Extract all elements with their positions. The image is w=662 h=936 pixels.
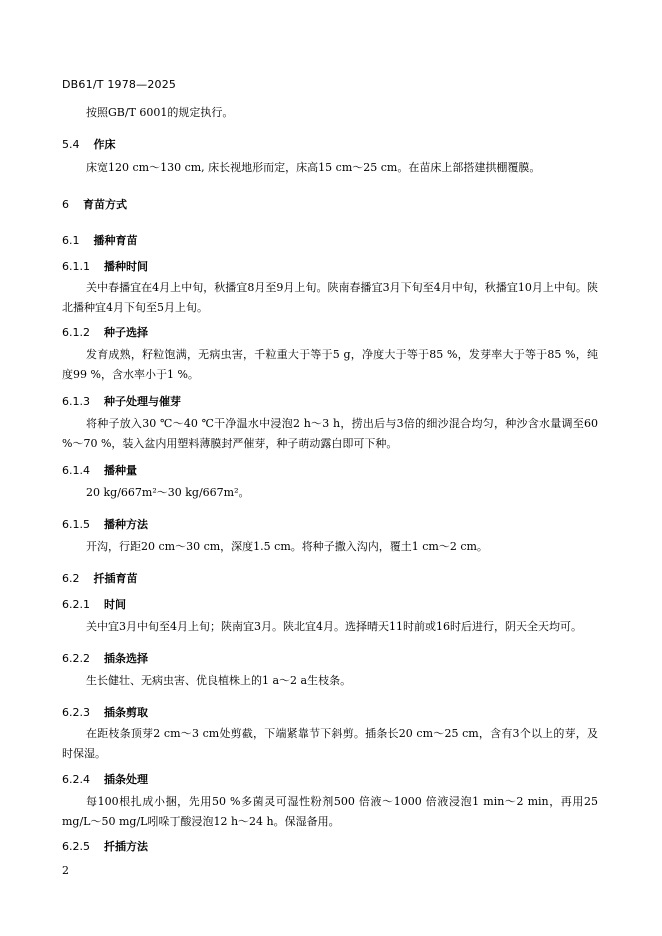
section-heading-6-2-2 xyxy=(62,650,598,666)
section-heading-6-1-5 xyxy=(62,516,598,532)
section-number: 6.2.3 xyxy=(62,706,90,719)
section-number: 6.2.4 xyxy=(62,773,90,786)
section-title: 播种育苗 xyxy=(93,234,138,247)
section-number: 6.1.2 xyxy=(62,326,90,339)
section-title: 插条处理 xyxy=(104,773,148,786)
section-heading-6-2-5 xyxy=(62,838,598,854)
paragraph-6-2-2: 生长健壮、无病虫害、优良植株上的1 a～2 a生枝条。 xyxy=(86,674,352,687)
section-number: 6.2 xyxy=(62,572,80,585)
section-heading-6-2-3 xyxy=(62,704,598,720)
section-number: 5.4 xyxy=(62,138,80,151)
section-number: 6.1 xyxy=(62,234,80,247)
section-title: 扦插方法 xyxy=(104,840,148,853)
section-number: 6.1.1 xyxy=(62,260,90,273)
section-title: 种子处理与催芽 xyxy=(104,395,181,408)
section-title: 播种量 xyxy=(104,464,137,477)
page-number: 2 xyxy=(62,864,69,877)
section-title: 育苗方式 xyxy=(83,198,127,211)
paragraph-6-1-4: 20 kg/667m²～30 kg/667m²。 xyxy=(86,486,250,499)
section-title: 作床 xyxy=(93,138,116,151)
section-title: 插条剪取 xyxy=(104,706,148,719)
section-number: 6.1.4 xyxy=(62,464,90,477)
section-heading-6-1 xyxy=(62,232,598,248)
section-heading-6-1-1 xyxy=(62,258,598,274)
section-heading-6-1-2 xyxy=(62,324,598,340)
section-number: 6.2.1 xyxy=(62,598,90,611)
section-number: 6.1.5 xyxy=(62,518,90,531)
section-heading-6-2 xyxy=(62,570,598,586)
section-heading-6 xyxy=(62,196,598,212)
document-id-header: DB61/T 1978—2025 xyxy=(62,78,177,91)
paragraph-6-1-3: 将种子放入30 ℃～40 ℃干净温水中浸泡2 h～3 h，捞出后与3倍的细沙混合均匀，种沙含水量调至60 %～70 %，装入盆内用塑料薄膜封严催芽，种子萌动露白即可下种。 xyxy=(62,417,598,450)
section-number: 6.1.3 xyxy=(62,395,90,408)
section-title: 播种方法 xyxy=(104,518,148,531)
paragraph-6-2-1: 关中宜3月中旬至4月上旬；陕南宜3月。陕北宜4月。选择晴天11时前或16时后进行，阴天全天均可。 xyxy=(86,620,582,633)
section-title: 时间 xyxy=(104,598,126,611)
paragraph-6-1-1: 关中春播宜在4月上中旬，秋播宜8月至9月上旬。陕南春播宜3月下旬至4月中旬，秋播宜10月上中旬。陕北播种宜4月下旬至5月上旬。 xyxy=(62,281,598,314)
section-title: 种子选择 xyxy=(104,326,148,339)
section-heading-6-2-4 xyxy=(62,771,598,787)
paragraph-gbt-6001: 按照GB/T 6001的规定执行。 xyxy=(86,106,234,119)
paragraph-6-2-3: 在距枝条顶芽2 cm～3 cm处剪截，下端紧靠节下斜剪。插条长20 cm～25 cm，含有3个以上的芽，及时保湿。 xyxy=(62,727,598,760)
section-heading-6-1-4 xyxy=(62,462,598,478)
section-title: 插条选择 xyxy=(104,652,148,665)
section-number: 6.2.2 xyxy=(62,652,90,665)
section-title: 播种时间 xyxy=(104,260,148,273)
paragraph-6-1-5: 开沟，行距20 cm～30 cm，深度1.5 cm。将种子撒入沟内，覆土1 cm～2 cm。 xyxy=(86,540,488,553)
section-title: 扦插育苗 xyxy=(93,572,138,585)
section-number: 6.2.5 xyxy=(62,840,90,853)
section-number: 6 xyxy=(62,198,69,211)
paragraph-5-4: 床宽120 cm～130 cm, 床长视地形而定，床高15 cm～25 cm。在苗床上部搭建拱棚覆膜。 xyxy=(86,161,541,174)
paragraph-6-1-2: 发育成熟，籽粒饱满，无病虫害，千粒重大于等于5 g，净度大于等于85 %，发芽率大于等于85 %，纯度99 %，含水率小于1 %。 xyxy=(62,348,598,381)
section-heading-6-2-1 xyxy=(62,596,598,612)
section-heading-5-4 xyxy=(62,136,598,152)
paragraph-6-2-4: 每100根扎成小捆，先用50 %多菌灵可湿性粉剂500 倍液～1000 倍液浸泡1 min～2 min，再用25 mg/L～50 mg/L吲哚丁酸浸泡12 h～24 h。保湿备用。 xyxy=(62,795,598,828)
section-heading-6-1-3 xyxy=(62,393,598,409)
